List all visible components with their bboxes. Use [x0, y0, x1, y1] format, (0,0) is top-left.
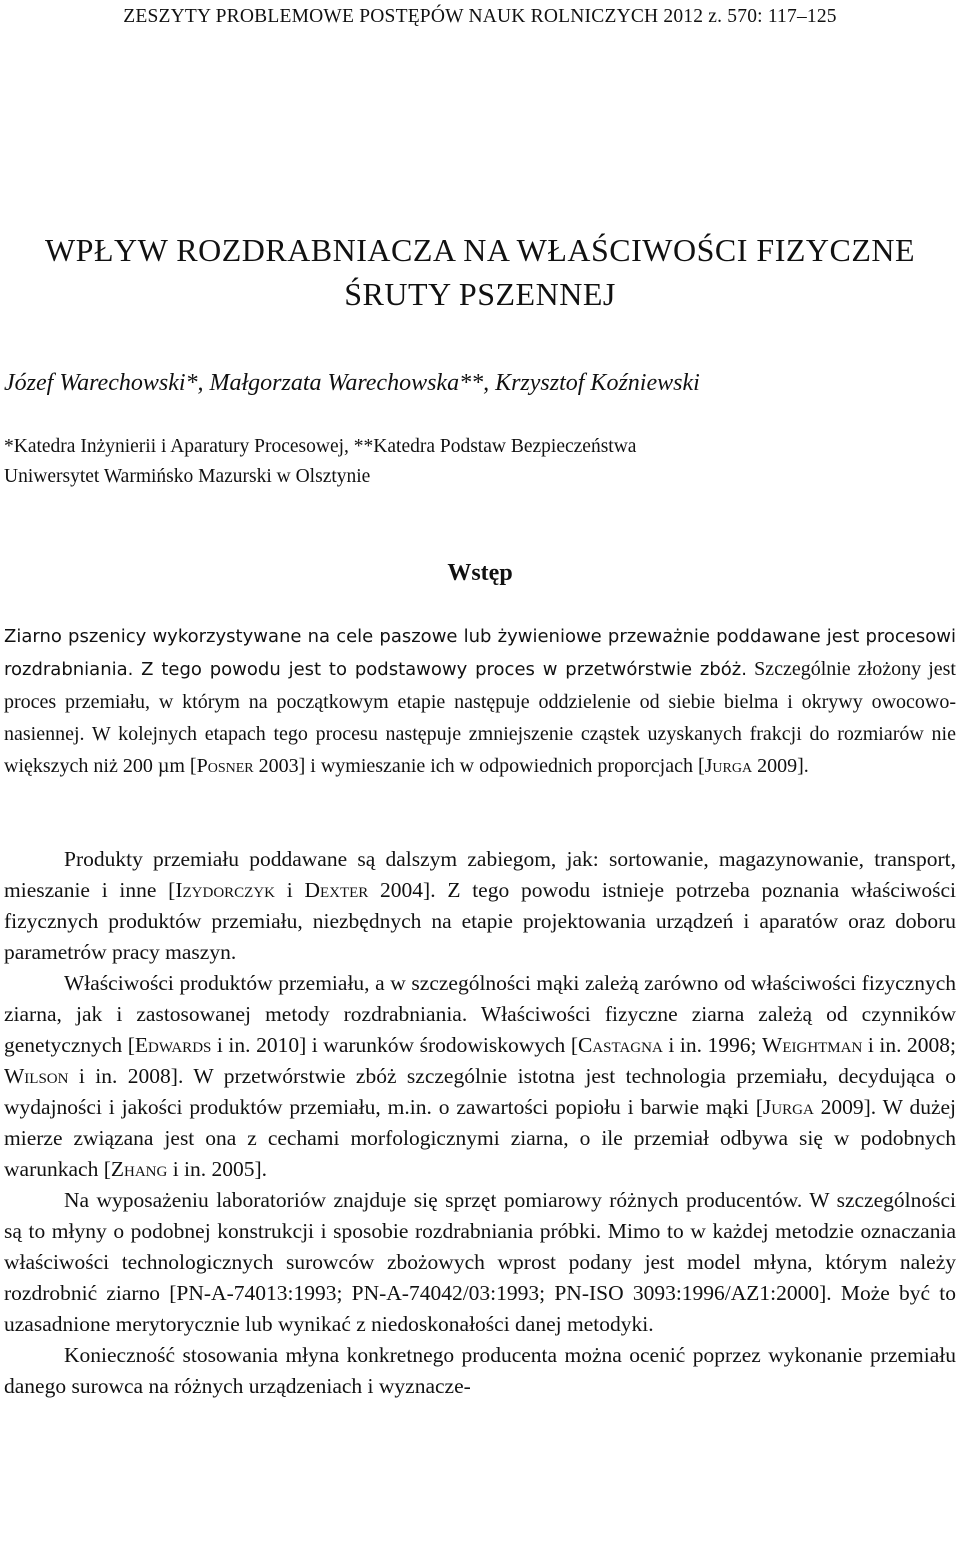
text-run: i in. 2008]. W przetwórstwie zbóż szczególnie istotna jest technologia przemiału, decydująca o wydajności i jakości produktów przemiału, m.in. o zawartości popiołu i barwie mąki [: [4, 1064, 956, 1119]
citation-author: Dexter: [304, 878, 369, 902]
text-run: Właściwości produktów przemiału, a w szczególności mąki zależą zarówno od właściwości fizycznych ziarna, jak i zastosowanej metody rozdrabniania. Właściwości fizyczne ziarna zależą od czynników genetycznych [: [4, 971, 956, 1057]
citation-author: Wilson: [4, 1064, 69, 1088]
citation-author: Castagna: [578, 1033, 663, 1057]
citation-author: Zhang: [110, 1157, 168, 1181]
affiliation-departments: *Katedra Inżynierii i Aparatury Procesowej, **Katedra Podstaw Bezpieczeństwa: [4, 436, 637, 457]
affiliation-university: Uniwersytet Warmińsko Mazurski w Olsztynie: [4, 466, 371, 487]
intro-text: 2009].: [752, 755, 809, 777]
citation-author: Edwards: [134, 1033, 212, 1057]
title-line-1: WPŁYW ROZDRABNIACZA NA WŁAŚCIWOŚCI FIZYCZNE: [44, 232, 916, 268]
text-run: Produkty przemiału poddawane są dalszym zabiegom, jak: sortowanie, magazynowanie, transport, mieszanie i inne [: [4, 847, 956, 902]
text-run: i: [275, 878, 305, 902]
citation-author: Jurga: [704, 755, 753, 777]
section-heading: Wstęp: [447, 560, 513, 586]
text-run: i in. 2008;: [862, 1033, 956, 1057]
intro-text: Szczególnie złożony jest proces przemiału, w którym na początkowym etapie następuje oddzielenie od siebie bielma i okrywy owocowo-nasiennej. W kolejnych etapach tego procesu następuje zmniejszenie cząstek uzyskanych frakcji do rozmiarów nie większych niż 200 µm [: [4, 658, 956, 777]
citation-author: Weightman: [762, 1033, 863, 1057]
body-text: [4, 844, 956, 1402]
citation-author: Izydorczyk: [175, 878, 275, 902]
title-line-2: ŚRUTY PSZENNEJ: [344, 276, 616, 312]
author-list: Józef Warechowski*, Małgorzata Warechowska**, Krzysztof Koźniewski: [4, 370, 700, 396]
text-run: i in. 2010] i warunków środowiskowych [: [211, 1033, 578, 1057]
intro-lead-text: Ziarno pszenicy wykorzystywane na cele paszowe lub żywieniowe przeważnie poddawane jest procesowi rozdrabniania. Z tego powodu jest to podstawowy proces w przetwórstwie zbóż.: [4, 626, 956, 680]
text-run: i in. 1996;: [662, 1033, 763, 1057]
citation-author: Jurga: [762, 1095, 814, 1119]
citation-author: Posner: [196, 755, 254, 777]
running-head: ZESZYTY PROBLEMOWE POSTĘPÓW NAUK ROLNICZYCH 2012 z. 570: 117–125: [123, 6, 837, 27]
intro-paragraph: [4, 620, 956, 782]
paragraph-2: [4, 968, 956, 1185]
article-title: [0, 228, 960, 316]
paragraph-1: [4, 844, 956, 968]
text-run: i in. 2005].: [167, 1157, 268, 1181]
text-run: 2004]. Z tego powodu istnieje potrzeba poznania właściwości fizycznych produktów przemiału, niezbędnych na etapie projektowania urządzeń i aparatów oraz doboru parametrów pracy maszyn.: [4, 878, 956, 964]
intro-text: 2003] i wymieszanie ich w odpowiednich proporcjach [: [253, 755, 705, 777]
paragraph-4: Konieczność stosowania młyna konkretnego producenta można ocenić poprzez wykonanie przemiału danego surowca na różnych urządzeniach i wyznacze-: [4, 1343, 956, 1398]
paragraph-3: Na wyposażeniu laboratoriów znajduje się sprzęt pomiarowy różnych producentów. W szczególności są to młyny o podobnej konstrukcji i sposobie rozdrabniania próbki. Mimo to w każdej metodzie oznaczania właściwości technologicznych surowców zbożowych wprost podany jest model młyna, którym należy rozdrobnić ziarno [PN-A-74013:1993; PN-A-74042/03:1993; PN-ISO 3093:1996/AZ1:2000]. Może być to uzasadnione merytorycznie lub wynikać z niedoskonałości danej metodyki.: [4, 1188, 956, 1336]
text-run: 2009]. W dużej mierze związana jest ona z cechami morfologicznymi ziarna, o ile przemiał odbywa się w podobnych warunkach [: [4, 1095, 956, 1181]
